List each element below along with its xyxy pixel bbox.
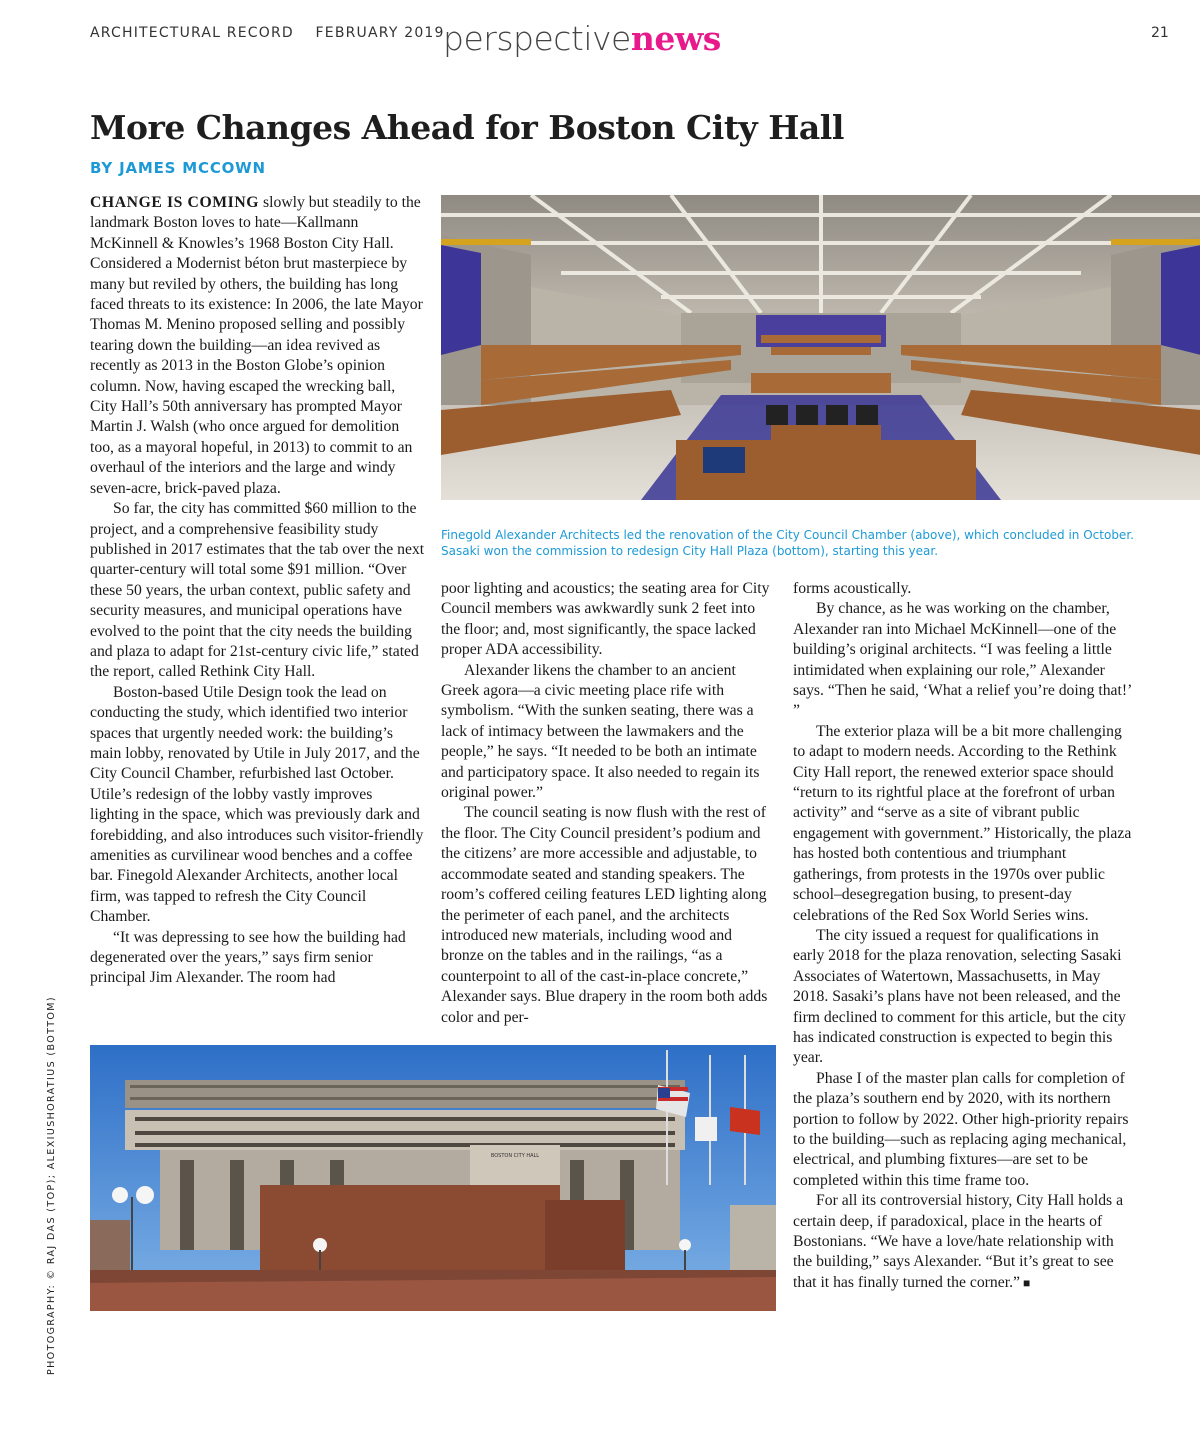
paragraph: Phase I of the master plan calls for completion of the plaza’s southern end by 2020, with its northern portion to follow by 2022. Other high-priority repairs to the building—such as replacing aging mechanical, electrical, and plumbing fixtures—are set to be completed within this time frame too.: [793, 1069, 1129, 1189]
article-column-2: [441, 579, 776, 1028]
paragraph: poor lighting and acoustics; the seating area for City Council members was awkwardly sunk 2 feet into the floor; and, most significantly, the space lacked proper ADA accessibility.: [441, 580, 770, 659]
running-header: [90, 25, 445, 41]
paragraph: CHANGE IS COMING slowly but steadily to the landmark Boston loves to hate—Kallmann McKinnell & Knowles’s 1968 Boston City Hall. Considered a Modernist béton brut masterpiece by many but reviled by others, the building has long faced threats to its existence: In 2006, the late Mayor Thomas M. Menino proposed selling and possibly tearing down the building—an idea revived as recently as 2013 in the Boston Globe’s opinion column. Now, having escaped the wrecking ball, City Hall’s 50th anniversary has prompted Mayor Martin J. Walsh (who once argued for demolition too, as a mayoral hopeful, in 2013) to commit to an overhaul of the interiors and the large and windy seven-acre, brick-paved plaza.: [90, 194, 423, 497]
section-title-light: perspective: [443, 19, 631, 58]
page-number: 21: [1151, 25, 1169, 41]
article-byline: BY JAMES MCCOWN: [90, 159, 266, 177]
city-hall-exterior-photo: [90, 1045, 776, 1311]
end-mark: ■: [1022, 1275, 1031, 1290]
paragraph: “It was depressing to see how the building had degenerated over the years,” says firm senior principal Jim Alexander. The room had: [90, 928, 406, 987]
paragraph: Boston-based Utile Design took the lead on conducting the study, which identified two interior spaces that urgently needed work: the building’s main lobby, renovated by Utile in July 2017, and the City Council Chamber, refurbished last October. Utile’s redesign of the lobby vastly improves lighting in the space, which was previously dark and forebidding, and also introduces such visitor-friendly amenities as curvilinear wood benches and a coffee bar. Finegold Alexander Architects, another local firm, was tapped to refresh the City Council Chamber.: [90, 683, 424, 926]
lead-in: CHANGE IS COMING: [90, 194, 260, 211]
photo-caption: Finegold Alexander Architects led the renovation of the City Council Chamber (above), which concluded in October. Sasaki won the commission to redesign City Hall Plaza (bottom), starting this year.: [441, 528, 1134, 558]
paragraph: The exterior plaza will be a bit more challenging to adapt to modern needs. According to the Rethink City Hall report, the renewed exterior space should “return to its rightful place at the forefront of urban activity” and “serve as a site of vibrant public engagement with government.” Historically, the plaza has hosted both contentious and triumphant gatherings, from protests in the 1970s over public school–desegregation busing, to present-day celebrations of the Red Sox World Series wins.: [793, 722, 1132, 924]
paragraph: So far, the city has committed $60 million to the project, and a comprehensive feasibility study published in 2017 estimates that the tab over the next quarter-century will total some $91 million. “Over these 50 years, the urban context, public safety and security measures, and municipal operations have evolved to the point that the city needs the building and plaza to adapt for 21st-century civic life,” stated the report, called Rethink City Hall.: [90, 500, 425, 681]
paragraph: The city issued a request for qualifications in early 2018 for the plaza renovation, selecting Sasaki Associates of Watertown, Massachusetts, in May 2018. Sasaki’s plans have not been released, and the firm declined to comment for this article, but the city has indicated construction is expected to begin this year.: [793, 926, 1126, 1067]
section-title-accent: news: [630, 19, 721, 58]
article-column-3: [793, 579, 1133, 1293]
publication-name: ARCHITECTURAL RECORD: [90, 25, 294, 41]
paragraph: The council seating is now flush with the rest of the floor. The City Council president’s podium and the citizens’ are more accessible and adjustable, to accommodate seated and standing speakers. The room’s coffered ceiling features LED lighting along the perimeter of each panel, and the architects introduced new materials, including wood and bronze on the tables and in the railings, “as a counterpoint to all of the cast-in-place concrete,” Alexander says. Blue drapery in the room both adds color and per-: [441, 804, 768, 1026]
paragraph: For all its controversial history, City Hall holds a certain deep, if paradoxical, place in the hearts of Bostonians. “We have a love/hate relationship with the building,” says Alexander. “But it’s great to see that it has finally turned the corner.” ■: [793, 1192, 1124, 1291]
issue-date: FEBRUARY 2019: [315, 25, 445, 41]
article-column-1: [90, 193, 425, 989]
section-title: [443, 19, 721, 58]
paragraph: By chance, as he was working on the chamber, Alexander ran into Michael McKinnell—one of the building’s original architects. “I was feeling a little intimidated when explaining our role,” Alexander says. “Then he said, ‘What a relief you’re doing that!’ ”: [793, 600, 1132, 720]
council-chamber-photo: [441, 195, 1200, 500]
building-sign: BOSTON CITY HALL: [490, 1153, 540, 1159]
photo-credit: PHOTOGRAPHY: © RAJ DAS (TOP); ALEXIUSHORATIUS (BOTTOM): [46, 996, 57, 1375]
paragraph: Alexander likens the chamber to an ancient Greek agora—a civic meeting place rife with symbolism. “With the sunken seating, there was a lack of intimacy between the lawmakers and the people,” he says. “It needed to be both an intimate and participatory space. It also needed to regain its original power.”: [441, 661, 760, 802]
paragraph: forms acoustically.: [793, 580, 912, 597]
article-headline: More Changes Ahead for Boston City Hall: [90, 108, 844, 147]
